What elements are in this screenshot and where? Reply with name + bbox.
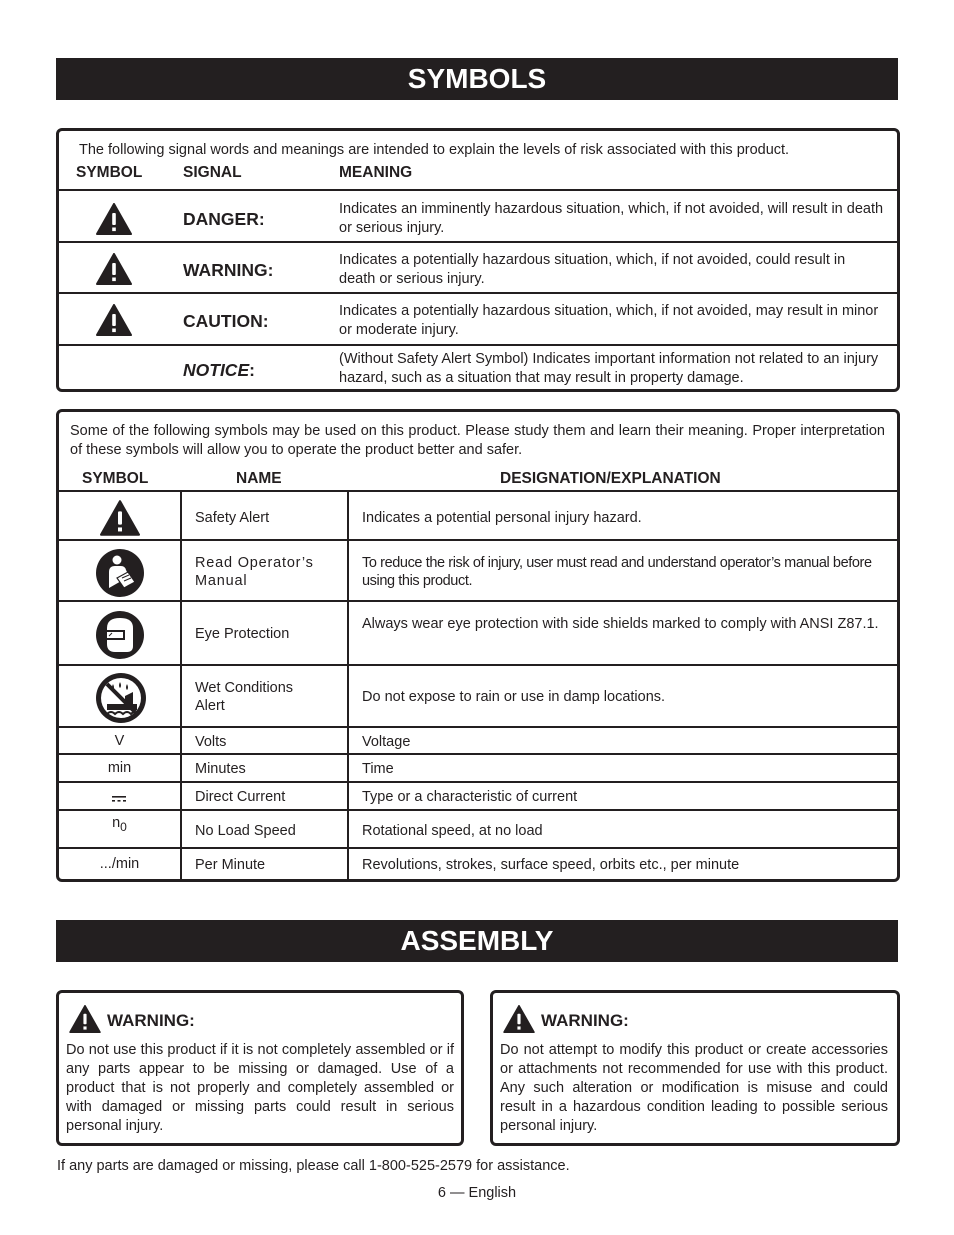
- symbol-explanation: To reduce the risk of injury, user must read and understand operator’s manual before using this product.: [362, 555, 872, 589]
- safety-alert-icon: [96, 304, 132, 336]
- eye-protection-icon: [95, 610, 145, 660]
- warning-title: WARNING:: [107, 1011, 195, 1030]
- safety-alert-icon: [96, 253, 132, 285]
- symbols-title: SYMBOLS: [407, 63, 547, 94]
- divider: [59, 490, 897, 492]
- assembly-banner: [56, 920, 898, 962]
- signal-header-signal: SIGNAL: [183, 164, 242, 181]
- symbol-name: Per Minute: [195, 857, 266, 873]
- symbol-name: Eye Protection: [195, 626, 290, 642]
- warning-box-assembled: [56, 990, 464, 1146]
- symbol-volts: V: [114, 733, 125, 749]
- divider: [59, 241, 897, 243]
- symbols-banner: [56, 58, 898, 100]
- parts-assistance-note: If any parts are damaged or missing, please call 1-800-525-2579 for assistance.: [57, 1158, 570, 1174]
- warning-box-modify: [490, 990, 900, 1146]
- divider: [59, 292, 897, 294]
- symbol-name: Wet Conditions Alert: [195, 680, 294, 714]
- direct-current-icon: [112, 796, 126, 802]
- divider: [59, 781, 897, 783]
- symbol-n: n: [112, 815, 121, 831]
- symbol-explanation: Indicates a potential personal injury hazard.: [362, 510, 642, 526]
- symbols-intro: Some of the following symbols may be used on this product. Please study them and learn their meaning. Proper interpretation of these symbols will allow you to operate the product better and safer.: [70, 423, 885, 458]
- safety-alert-icon: [503, 1005, 535, 1033]
- assembly-title: ASSEMBLY: [400, 925, 554, 956]
- safety-alert-icon: [100, 500, 140, 536]
- symbol-no-load-speed: [59, 815, 180, 834]
- divider: [59, 664, 897, 666]
- meaning-caution: Indicates a potentially hazardous situation, which, if not avoided, may result in minor or moderate injury.: [339, 303, 879, 338]
- divider: [59, 344, 897, 346]
- signal-caution: CAUTION:: [183, 311, 269, 331]
- symbol-name: Volts: [195, 734, 227, 750]
- warning-text: Do not use this product if it is not completely assembled or if any parts appear to be missing or damaged. Use of a product that is not properly and completely assembled or with damaged or missing parts could result in serious personal injury.: [66, 1042, 454, 1134]
- symbol-explanation: Voltage: [362, 734, 411, 750]
- symbols-table-box: [56, 409, 900, 882]
- symbol-name: No Load Speed: [195, 823, 296, 839]
- symbols-header-designation: DESIGNATION/EXPLANATION: [500, 470, 721, 487]
- signal-header-meaning: MEANING: [339, 164, 413, 181]
- symbol-explanation: Time: [362, 761, 394, 777]
- symbol-name: Read Operator’s Manual: [195, 555, 314, 589]
- divider: [59, 847, 897, 849]
- symbol-explanation: Rotational speed, at no load: [362, 823, 543, 839]
- signal-words-box: [56, 128, 900, 392]
- safety-alert-icon: [96, 203, 132, 235]
- meaning-danger: Indicates an imminently hazardous situation, which, if not avoided, will result in death or serious injury.: [339, 201, 884, 236]
- symbol-explanation: Always wear eye protection with side shields marked to comply with ANSI Z87.1.: [362, 616, 879, 632]
- meaning-warning: Indicates a potentially hazardous situation, which, if not avoided, could result in death or serious injury.: [339, 252, 846, 287]
- warning-title: WARNING:: [541, 1011, 629, 1030]
- column-divider: [347, 490, 349, 879]
- symbol-explanation: Do not expose to rain or use in damp locations.: [362, 689, 666, 705]
- divider: [59, 600, 897, 602]
- symbol-name: Minutes: [195, 761, 246, 777]
- signal-danger: DANGER:: [183, 209, 265, 229]
- symbols-header-name: NAME: [236, 470, 282, 487]
- signal-notice: [183, 360, 255, 381]
- signal-intro: The following signal words and meanings are intended to explain the levels of risk associated with this product.: [79, 142, 790, 158]
- signal-notice-word: NOTICE: [183, 360, 250, 380]
- signal-notice-colon: :: [249, 360, 255, 380]
- page-number: 6 — English: [437, 1185, 517, 1201]
- read-manual-icon: [95, 548, 145, 598]
- divider: [59, 753, 897, 755]
- symbol-name: Safety Alert: [195, 510, 270, 526]
- warning-text: Do not attempt to modify this product or create accessories or attachments not recommended for use with this product. Any such alteration or modification is misuse and could result in a hazardous condition leading to possible serious personal injury.: [500, 1042, 888, 1134]
- divider: [59, 726, 897, 728]
- meaning-notice: (Without Safety Alert Symbol) Indicates important information not related to an injury hazard, such as a situation that may result in property damage.: [339, 351, 879, 386]
- wet-conditions-icon: [95, 672, 147, 724]
- safety-alert-icon: [69, 1005, 101, 1033]
- symbol-n-subscript: 0: [120, 819, 127, 834]
- column-divider: [180, 490, 182, 879]
- signal-header-symbol: SYMBOL: [76, 164, 143, 181]
- signal-warning: WARNING:: [183, 260, 274, 280]
- symbol-explanation: Type or a characteristic of current: [362, 789, 578, 805]
- divider: [59, 539, 897, 541]
- symbols-header-symbol: SYMBOL: [82, 470, 149, 487]
- symbol-explanation: Revolutions, strokes, surface speed, orbits etc., per minute: [362, 857, 740, 873]
- symbol-per-minute: .../min: [99, 856, 140, 872]
- divider: [59, 809, 897, 811]
- symbol-name: Direct Current: [195, 789, 286, 805]
- symbol-minutes: min: [107, 760, 132, 776]
- divider: [59, 189, 897, 191]
